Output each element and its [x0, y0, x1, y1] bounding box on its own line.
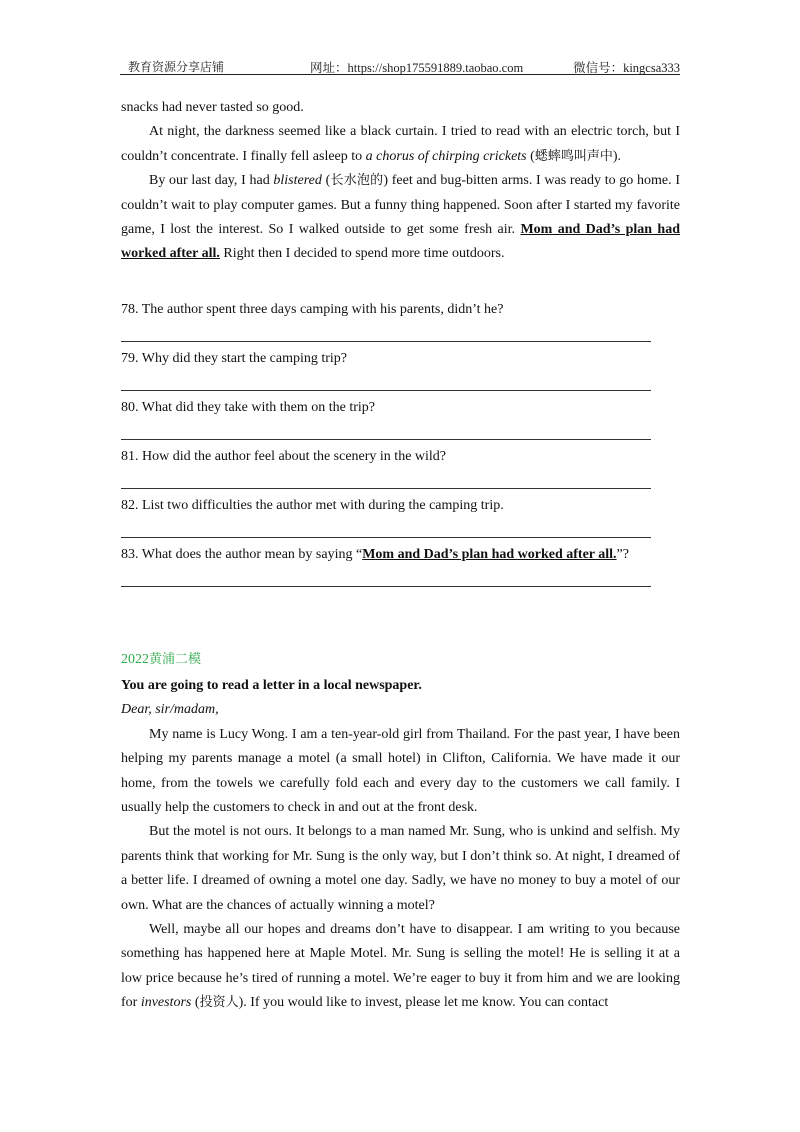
question-item	[121, 496, 651, 545]
text-span: ”?	[616, 547, 629, 562]
question-list	[121, 300, 651, 594]
passage-paragraph	[121, 120, 680, 169]
chinese-gloss: 蟋蟀鸣叫声中	[534, 148, 613, 164]
answer-line[interactable]	[121, 439, 651, 440]
text-span: ).	[612, 148, 621, 164]
question-text: 78. The author spent three days camping with his parents, didn’t he?	[121, 302, 504, 317]
salutation-text: Dear, sir/madam,	[121, 702, 219, 718]
passage-paragraph	[121, 918, 680, 1016]
answer-line[interactable]	[121, 586, 651, 587]
page-header	[120, 56, 680, 75]
question-item	[121, 447, 651, 496]
letter-salutation	[121, 698, 680, 722]
header-wechat: 微信号：kingcsa333	[573, 61, 680, 75]
answer-line[interactable]	[121, 488, 651, 489]
italic-phrase: a chorus of chirping crickets	[365, 148, 527, 164]
answer-line[interactable]	[121, 341, 651, 342]
text-span: At night, the darkness seemed like a black curtain. I tried to read with an electric torch, but I couldn’t concentrate. I finally fell asleep to	[121, 124, 680, 164]
question-text: 82. List two difficulties the author met with during the camping trip.	[121, 498, 504, 513]
question-item	[121, 349, 651, 398]
question-text	[121, 547, 629, 563]
chinese-gloss: 长水泡的	[330, 173, 384, 189]
quoted-key-sentence: Mom and Dad’s plan had worked after all.	[362, 547, 617, 562]
question-text: 79. Why did they start the camping trip?	[121, 351, 348, 366]
italic-word: investors	[140, 995, 192, 1011]
text-span: (	[191, 995, 200, 1011]
chinese-gloss: 投资人	[199, 995, 239, 1011]
passage-paragraph: snacks had never tasted so good.	[121, 100, 304, 115]
passage-intro: You are going to read a letter in a local newspaper.	[121, 678, 422, 693]
text-span: (	[526, 148, 535, 164]
passage-paragraph	[121, 169, 680, 267]
question-item	[121, 300, 651, 349]
question-item	[121, 398, 651, 447]
header-shop-name: 教育资源分享店铺	[128, 60, 225, 74]
text-span: ) feet and bug-bitten arms. I was ready to go home. I couldn’t wait to play computer games. But a funny thing happened. Soon after I started my favorite game, I lost the interest. So I walked outside to get some fresh air.	[121, 173, 680, 238]
question-item	[121, 545, 651, 594]
answer-line[interactable]	[121, 537, 651, 538]
answer-line[interactable]	[121, 390, 651, 391]
section-year: 2022	[121, 652, 149, 667]
text-span: (	[321, 173, 331, 189]
text-span: 83. What does the author mean by saying “	[121, 547, 363, 562]
text-span: ). If you would like to invest, please let me know. You can contact	[238, 995, 609, 1011]
text-span: Well, maybe all our hopes and dreams don’t have to disappear. I am writing to you because something has happened here at Maple Motel. Mr. Sung is selling the motel! He is selling it at a low price because he’s tired of running a motel. We’re eager to buy it from him and we are looking for	[121, 922, 680, 1011]
passage-two	[121, 674, 680, 1016]
passage-one	[121, 96, 680, 267]
text-span: Right then I decided to spend more time outdoors.	[219, 246, 505, 262]
passage-paragraph: My name is Lucy Wong. I am a ten-year-old girl from Thailand. For the past year, I have been helping my parents manage a motel (a small hotel) in Clifton, California. We have made it our home, from the towels we carefully fold each and every day to the customers we call family. I usually help the customers to check in and out at the front desk.	[121, 726, 680, 816]
passage-paragraph: But the motel is not ours. It belongs to a man named Mr. Sung, who is unkind and selfish. My parents think that working for Mr. Sung is the only way, but I don’t think so. At night, I dreamed of a better life. I dreamed of owning a motel one day. Sadly, we have no money to buy a motel of our own. What are the chances of actually winning a motel?	[121, 824, 680, 913]
question-text: 80. What did they take with them on the trip?	[121, 400, 376, 415]
text-span: By our last day, I had	[149, 173, 274, 189]
key-sentence: Mom and Dad’s plan had worked after all.	[121, 222, 680, 262]
header-url: 网址：https://shop175591889.taobao.com	[310, 61, 524, 75]
question-text: 81. How did the author feel about the scenery in the wild?	[121, 449, 447, 464]
italic-word: blistered	[273, 173, 322, 189]
section-exam-name: 黄浦二模	[149, 652, 202, 667]
section-source-label	[121, 648, 201, 668]
